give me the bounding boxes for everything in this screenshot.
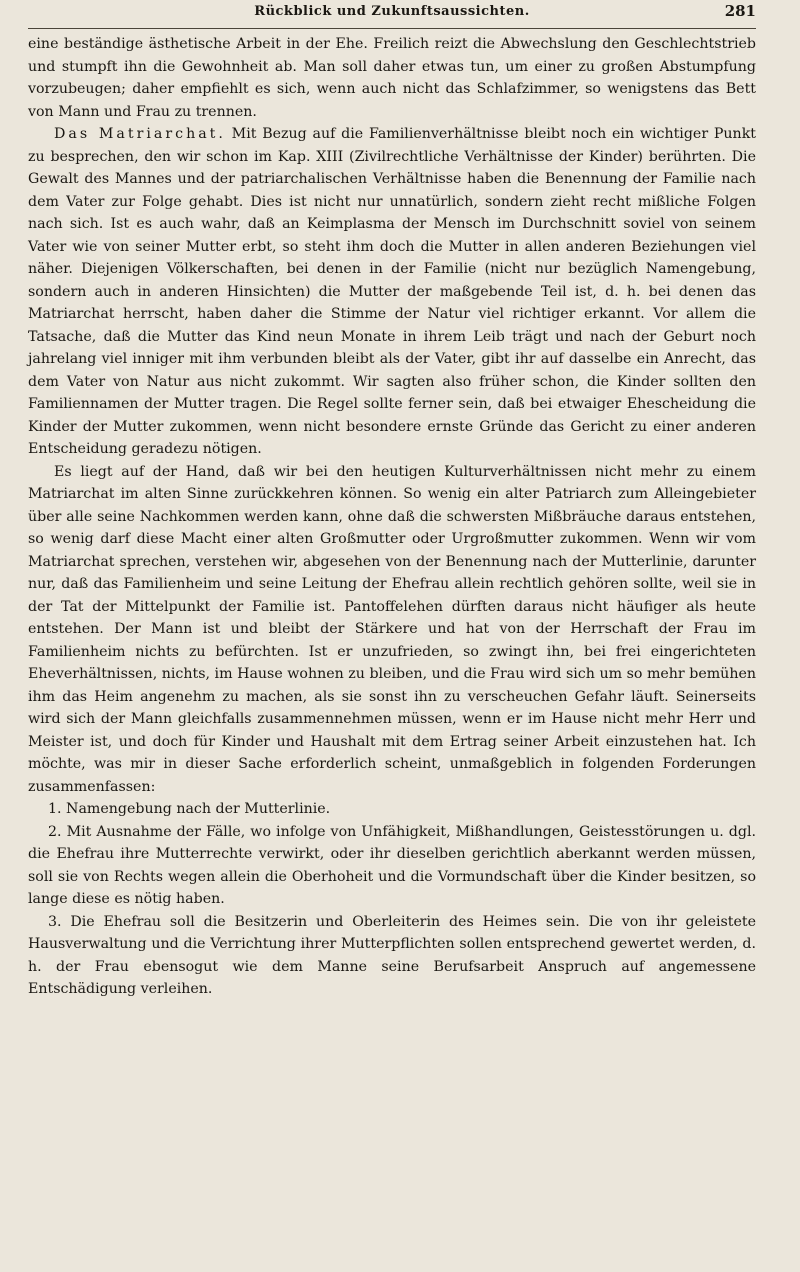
demand-item-2: 2. Mit Ausnahme der Fälle, wo infolge von Unfähigkeit, Mißhandlungen, Geistesstörungen u. dgl. die Ehefrau ihre Mutterrechte verwirkt, oder ihr dieselben gerichtlich aberkannt werden müssen, soll sie von Rechts wegen allein die Oberhoheit und die Vormundschaft über die Kinder besitzen, so lange diese es nötig haben. <box>28 823 756 907</box>
page-number: 281 <box>724 2 756 20</box>
paragraph-cultural-conditions: Es liegt auf der Hand, daß wir bei den heutigen Kulturverhältnissen nicht mehr zu einem Matriarchat im alten Sinne zurückkehren können. So wenig ein alter Patriarch zum Alleingebieter über alle seine Nachkommen werden kann, ohne daß die schwersten Mißbräuche daraus entstehen, so wenig darf diese Macht einer alten Großmutter oder Urgroßmutter zukommen. Wenn wir vom Matriarchat sprechen, verstehen wir, abgesehen von der Benennung nach der Mutterlinie, darunter nur, daß das Familienheim und seine Leitung der Ehefrau allein rechtlich gehören sollte, weil sie in der Tat der Mittelpunkt der Familie ist. Pantoffelehen dürften daraus nicht häufiger als heute entstehen. Der Mann ist und bleibt der Stärkere und hat von der Herrschaft der Frau im Familienheim nichts zu befürchten. Ist er unzufrieden, so zwingt ihn, bei frei eingerichteten Eheverhältnissen, nichts, im Hause wohnen zu bleiben, und die Frau wird sich um so mehr bemühen ihm das Heim angenehm zu machen, als sie sonst ihn zu verscheuchen Gefahr läuft. Seinerseits wird sich der Mann gleichfalls zusammennehmen müssen, wenn er im Hause nicht mehr Herr und Meister ist, und doch für Kinder und Haushalt mit dem Ertrag seiner Arbeit einzustehen hat. Ich möchte, was mir in dieser Sache erforderlich scheint, unmaßgeblich in folgenden Forderungen zusammenfassen: <box>28 463 756 795</box>
paragraph-marriage-aesthetics: eine beständige ästhetische Arbeit in der Ehe. Freilich reizt die Abwechslung den Geschlechtstrieb und stumpft ihn die Gewohnheit ab. Man soll daher etwas tun, um einer zu großen Abstumpfung vorzubeugen; daher empfiehlt es sich, wenn auch nicht das Schlafzimmer, so wenigstens das Bett von Mann und Frau zu trennen. <box>28 36 756 120</box>
demand-item-1: 1. Namengebung nach der Mutterlinie. <box>48 801 331 817</box>
running-title: Rückblick und Zukunftsaussichten. <box>254 4 530 19</box>
body-text <box>28 33 756 1001</box>
section-heading-matriarchy: Das Matriarchat. <box>54 126 226 142</box>
paragraph-matriarchy <box>28 123 756 461</box>
demand-item-3: 3. Die Ehefrau soll die Besitzerin und Oberleiterin des Heimes sein. Die von ihr geleistete Hausverwaltung und die Verrichtung ihrer Mutterpflichten sollen entsprechend gewertet werden, d. h. der Frau ebensogut wie dem Manne seine Berufsarbeit Anspruch auf angemessene Entschädigung verleihen. <box>28 913 756 997</box>
paragraph-matriarchy-text: Mit Bezug auf die Familienverhältnisse bleibt noch ein wichtiger Punkt zu besprechen, den wir schon im Kap. XIII (Zivilrechtliche Verhältnisse der Kinder) berührten. Die Gewalt des Mannes und der patriarchalischen Verhältnisse haben die Benennung der Familie nach dem Vater zur Folge gehabt. Dies ist nicht nur unnatürlich, sondern zieht recht mißliche Folgen nach sich. Ist es auch wahr, daß an Keimplasma der Mensch im Durchschnitt soviel von seinem Vater wie von seiner Mutter erbt, so steht ihm doch die Mutter in allen anderen Beziehungen viel näher. Diejenigen Völkerschaften, bei denen in der Familie (nicht nur bezüglich Namengebung, sondern auch in anderen Hinsichten) die Mutter der maßgebende Teil ist, d. h. bei denen das Matriarchat herrscht, haben daher die Stimme der Natur viel richtiger erkannt. Vor allem die Tatsache, daß die Mutter das Kind neun Monate in ihrem Leib trägt und nach der Geburt noch jahrelang viel inniger mit ihm verbunden bleibt als der Vater, gibt ihr auf dasselbe ein Anrecht, das dem Vater von Natur aus nicht zukommt. Wir sagten also früher schon, die Kinder sollten den Familiennamen der Mutter tragen. Die Regel sollte ferner sein, daß bei etwaiger Ehescheidung die Kinder der Mutter zukommen, wenn nicht besondere ernste Gründe das Gericht zu einer anderen Entscheidung geradezu nötigen. <box>28 126 756 457</box>
page-header <box>28 0 756 29</box>
